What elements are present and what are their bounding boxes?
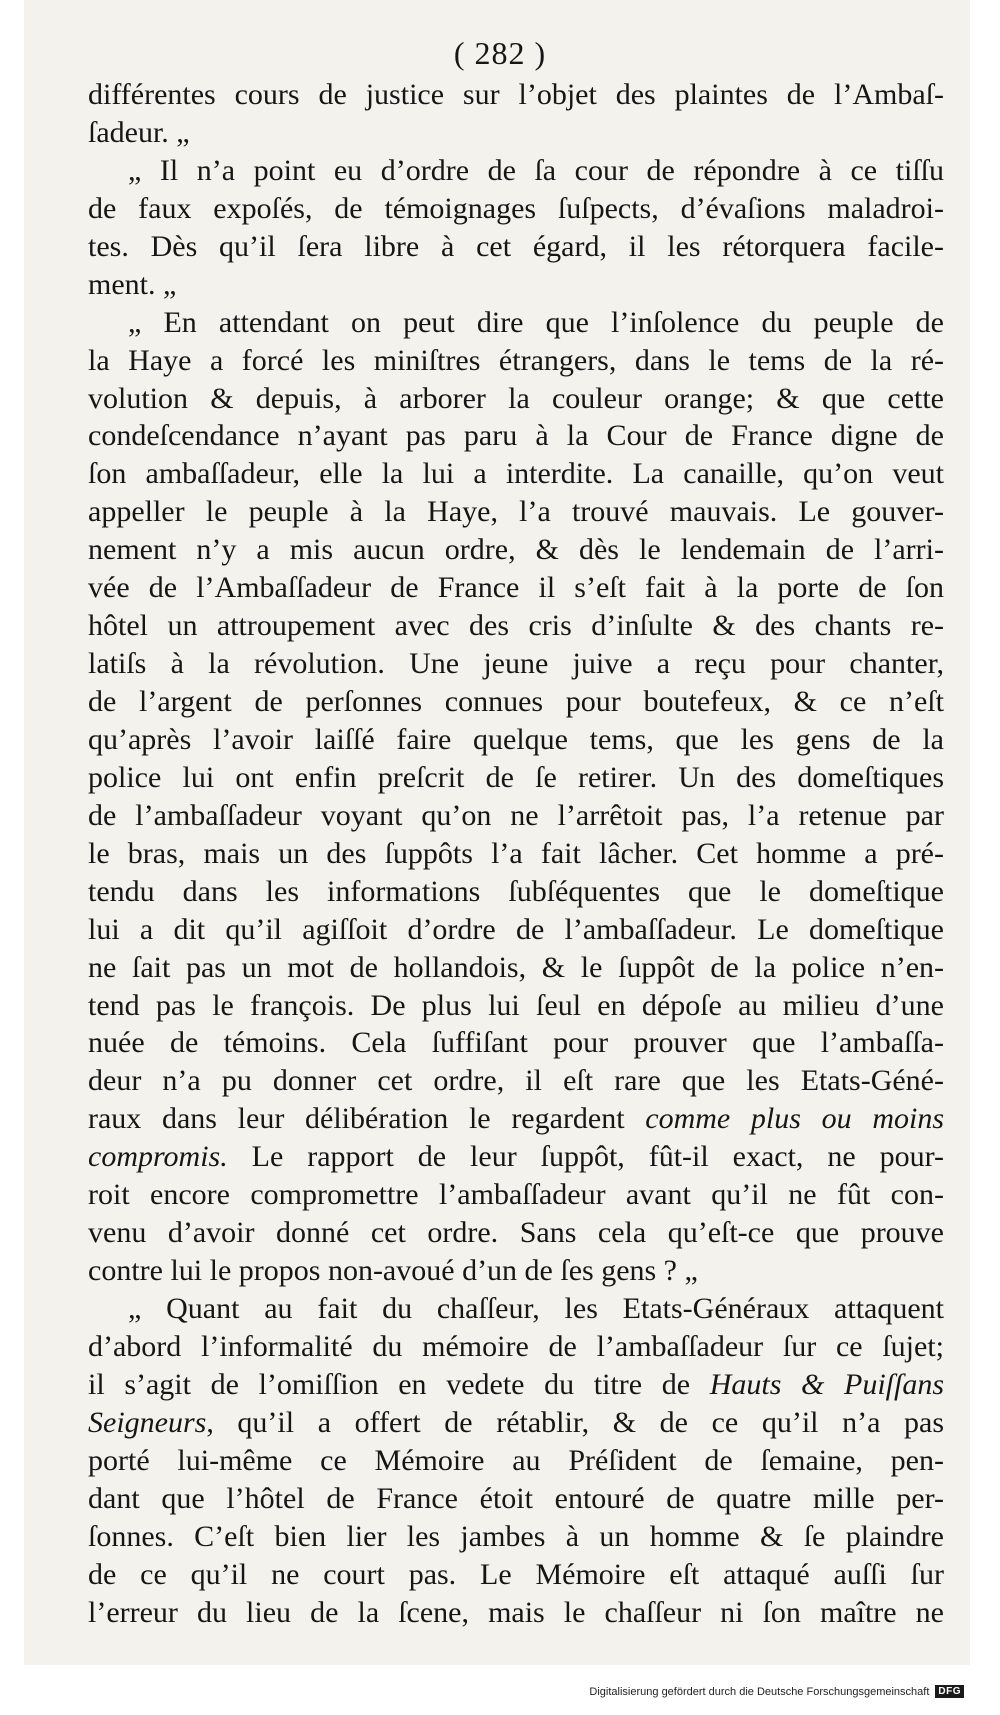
line-text: nement n’y a mis aucun ordre, & dès le lendemain de l’arri- [88, 533, 944, 567]
line-text: ment. „ [88, 267, 177, 301]
line-text: „ Quant au fait du chaſſeur, les Etats-Généraux attaquent [128, 1292, 944, 1325]
text-line [88, 645, 944, 683]
text-line [88, 1252, 944, 1290]
text-line [88, 342, 944, 380]
text-line [88, 683, 944, 721]
text-line [88, 1062, 944, 1100]
text-line [88, 721, 944, 759]
line-text: d’abord l’informalité du mémoire de l’ambaſſadeur ſur ce ſujet; [88, 1329, 944, 1363]
text-line [88, 873, 944, 911]
italic-text: comme plus ou moins [645, 1102, 944, 1136]
line-text: venu d’avoir donné cet ordre. Sans cela qu’eſt-ce que prouve [88, 1216, 944, 1250]
text-line [88, 797, 944, 835]
text-line [88, 607, 944, 645]
text-line [88, 228, 944, 266]
text-line [88, 531, 944, 569]
text-line [88, 76, 944, 114]
line-text: Le rapport de leur ſuppôt, fût-il exact, ne pour- [227, 1140, 944, 1174]
line-text: contre lui le propos non-avoué d’un de ſes gens ? „ [88, 1254, 698, 1288]
line-text: le bras, mais un des ſuppôts l’a fait lâcher. Cet homme a pré- [88, 836, 944, 870]
line-text: ſonnes. C’eſt bien lier les jambes à un homme & ſe plaindre [88, 1519, 944, 1553]
text-line [88, 911, 944, 949]
footer [589, 1685, 964, 1698]
line-text: roit encore compromettre l’ambaſſadeur avant qu’il ne fût con- [88, 1178, 944, 1212]
text-line [88, 1518, 944, 1556]
text-line [88, 1404, 944, 1442]
line-text: porté lui-même ce Mémoire au Préſident de ſemaine, pen- [88, 1443, 944, 1477]
line-text: vée de l’Ambaſſadeur de France il s’eſt fait à la porte de ſon [88, 571, 944, 605]
text-line [88, 1214, 944, 1252]
line-text: volution & depuis, à arborer la couleur orange; & que cette [88, 381, 944, 415]
text-line [88, 835, 944, 873]
line-text: latiſs à la révolution. Une jeune juive a reçu pour chanter, [88, 647, 944, 681]
text-line [88, 1100, 944, 1138]
text-line [88, 266, 944, 304]
text-line [88, 380, 944, 418]
line-text: ſadeur. „ [88, 115, 190, 149]
dfg-logo: DFG [935, 1685, 964, 1698]
line-text: ne ſait pas un mot de hollandois, & le ſuppôt de la police n’en- [88, 950, 944, 984]
italic-text: Seigneurs [88, 1405, 207, 1439]
line-text: dant que l’hôtel de France étoit entouré de quatre mille per- [88, 1481, 944, 1515]
text-line [88, 759, 944, 797]
italic-text: compromis. [88, 1140, 228, 1174]
line-text: de faux expoſés, de témoignages ſuſpects, d’évaſions maladroi- [88, 191, 944, 225]
line-text: tend pas le françois. De plus lui ſeul en dépoſe au milieu d’une [88, 988, 944, 1022]
line-text: hôtel un attroupement avec des cris d’inſulte & des chants re- [88, 609, 944, 643]
line-text: police lui ont enfin preſcrit de ſe retirer. Un des domeſtiques [88, 760, 944, 794]
text-line [88, 455, 944, 493]
line-text: appeller le peuple à la Haye, l’a trouvé mauvais. Le gouver- [88, 495, 944, 529]
line-text: deur n’a pu donner cet ordre, il eſt rare que les Etats-Géné- [88, 1064, 944, 1098]
line-text: nuée de témoins. Cela ſuffiſant pour prouver que l’ambaſſa- [88, 1026, 944, 1060]
text-line [88, 190, 944, 228]
line-text: qu’après l’avoir laiſſé faire quelque tems, que les gens de la [88, 722, 944, 756]
line-text: „ En attendant on peut dire que l’inſolence du peuple de [128, 305, 944, 339]
digitization-credit: Digitalisierung gefördert durch die Deutsche Forschungsgemeinschaft [589, 1685, 930, 1698]
line-text: lui a dit qu’il agiſſoit d’ordre de l’ambaſſadeur. Le domeſtique [88, 912, 944, 946]
text-line [88, 1442, 944, 1480]
line-text: de l’ambaſſadeur voyant qu’on ne l’arrêtoit pas, l’a retenue par [88, 798, 944, 832]
line-text: tes. Dès qu’il ſera libre à cet égard, il les rétorquera facile- [88, 229, 944, 263]
line-text: condeſcendance n’ayant pas paru à la Cour de France digne de [88, 419, 944, 453]
line-text: ſon ambaſſadeur, elle la lui a interdite. La canaille, qu’on veut [88, 457, 944, 491]
text-line [88, 1594, 944, 1632]
text-line [88, 1290, 944, 1328]
line-text: l’erreur du lieu de la ſcene, mais le chaſſeur ni ſon maître ne [88, 1595, 944, 1629]
line-text: , qu’il a offert de rétablir, & de ce qu’il n’a pas [206, 1405, 944, 1439]
text-line [88, 152, 944, 190]
line-text: de ce qu’il ne court pas. Le Mémoire eſt attaqué auſſi ſur [88, 1557, 944, 1591]
text-line [88, 304, 944, 342]
page-number: ( 282 ) [453, 35, 547, 71]
text-line [88, 949, 944, 987]
line-text: la Haye a forcé les miniſtres étrangers, dans le tems de la ré- [88, 343, 944, 377]
text-line [88, 114, 944, 152]
text-line [88, 569, 944, 607]
line-text: raux dans leur délibération le regardent [88, 1102, 646, 1136]
text-line [88, 987, 944, 1025]
body-text [88, 76, 944, 1631]
text-line [88, 1556, 944, 1594]
text-line [88, 493, 944, 531]
line-text: „ Il n’a point eu d’ordre de ſa cour de répondre à ce tiſſu [128, 153, 944, 187]
line-text: différentes cours de justice sur l’objet des plaintes de l’Ambaſ- [88, 78, 944, 111]
text-line [88, 1480, 944, 1518]
italic-text: Hauts & Puiſſans [709, 1367, 945, 1401]
text-line [88, 1138, 944, 1176]
text-line [88, 417, 944, 455]
text-line [88, 1366, 944, 1404]
line-text: tendu dans les informations ſubſéquentes que le domeſtique [88, 874, 944, 908]
line-text: de l’argent de perſonnes connues pour boutefeux, & ce n’eſt [88, 685, 944, 718]
text-line [88, 1176, 944, 1214]
text-line [88, 1024, 944, 1062]
line-text: il s’agit de l’omiſſion en vedete du titre de [88, 1367, 710, 1401]
text-line [88, 1328, 944, 1366]
